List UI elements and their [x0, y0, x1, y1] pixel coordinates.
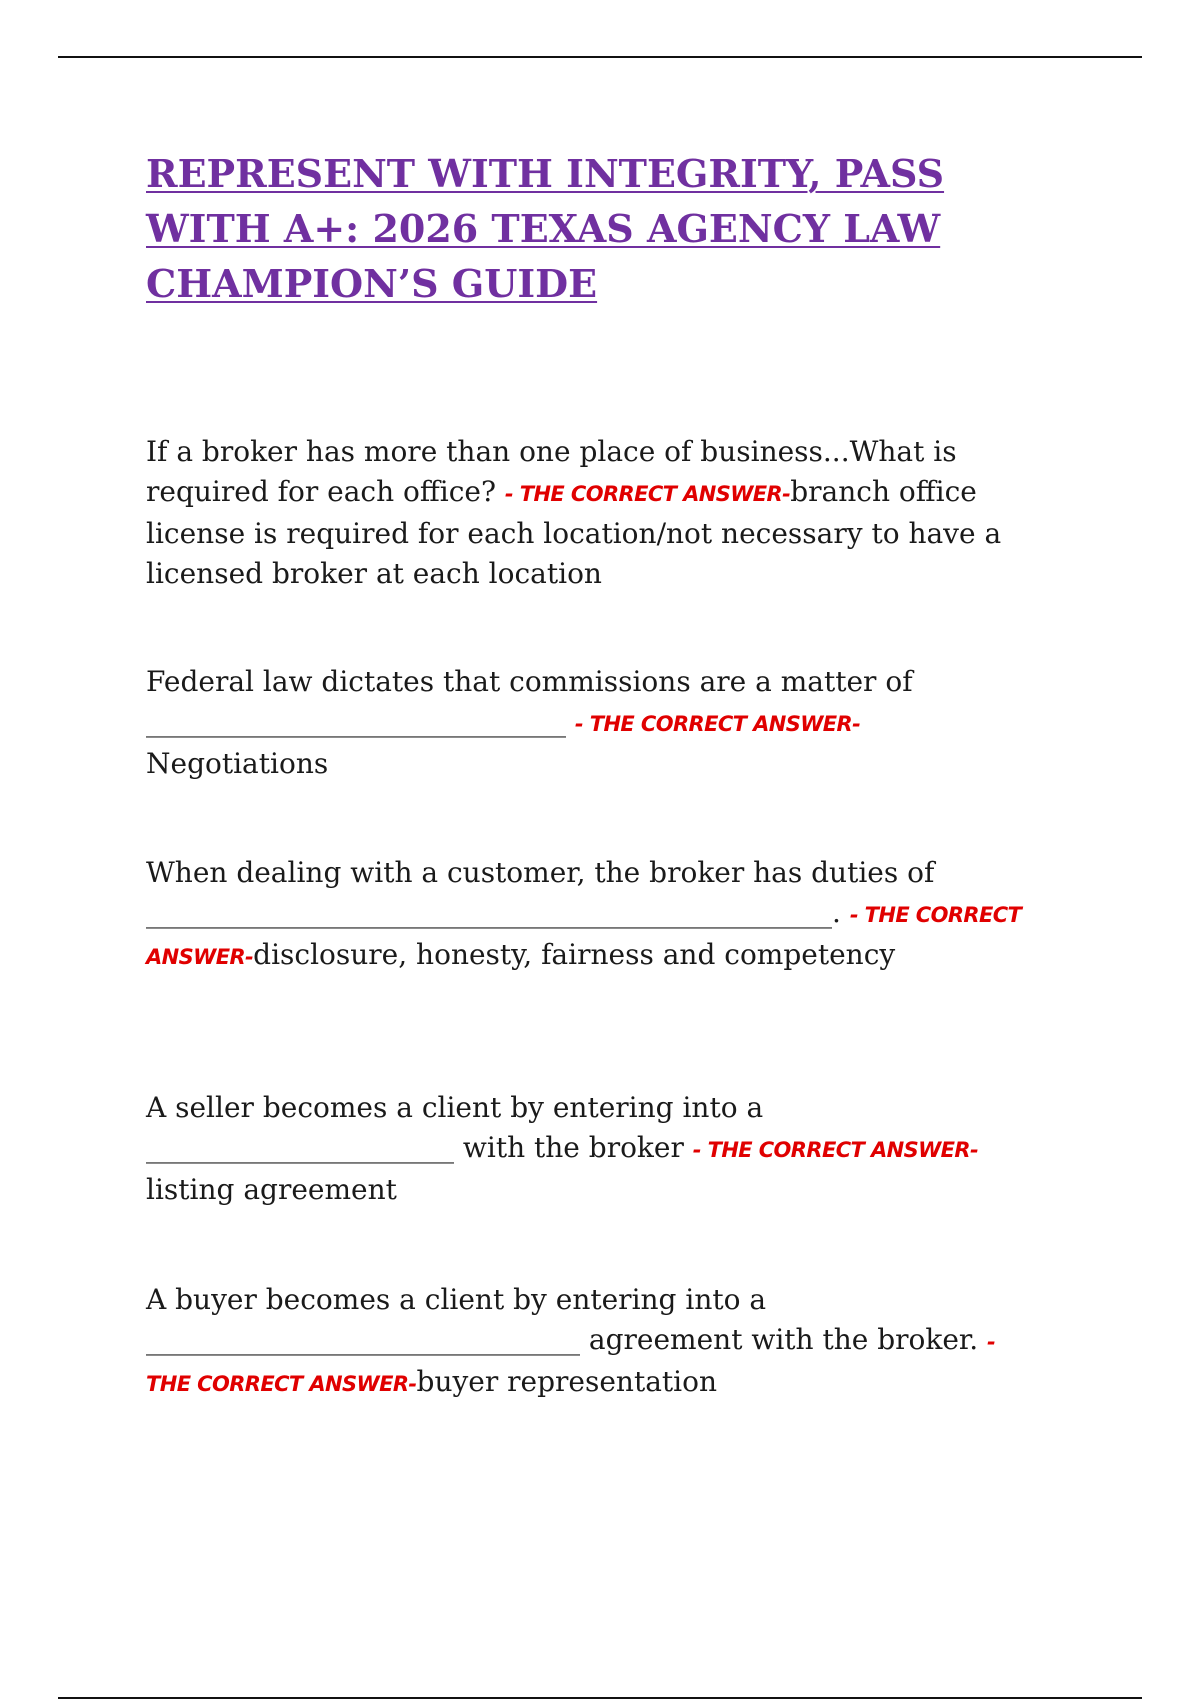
question-text: A seller becomes a client by entering into a ______________________ with the broker	[146, 1091, 764, 1164]
answer-tag: - THE CORRECT ANSWER-	[504, 482, 791, 506]
question-text: If a broker has more than one place of business...What is required for each office?	[146, 435, 957, 508]
question-text: When dealing with a customer, the broker has duties of _________________________________________________.	[146, 856, 935, 929]
answer-tag: - THE CORRECT ANSWER-	[692, 1138, 979, 1162]
answer-text: Negotiations	[146, 747, 329, 780]
qa-item-3	[146, 853, 1046, 977]
document-title: REPRESENT WITH INTEGRITY, PASS WITH A+: 2026 TEXAS AGENCY LAW CHAMPION’S GUIDE	[146, 151, 945, 306]
answer-text: disclosure, honesty, fairness and competency	[253, 938, 896, 971]
top-rule	[58, 56, 1142, 58]
qa-item-5	[146, 1280, 1046, 1404]
answer-text: buyer representation	[416, 1365, 717, 1398]
question-text: A buyer becomes a client by entering into a _______________________________ agreement with the broker.	[146, 1283, 988, 1356]
qa-item-4	[146, 1088, 1046, 1210]
answer-tag: - THE CORRECT ANSWER-	[146, 1330, 996, 1396]
answer-tag: - THE CORRECT ANSWER-	[146, 903, 1022, 969]
answer-text: branch office license is required for each location/not necessary to have a licensed broker at each location	[146, 475, 1002, 590]
bottom-rule	[58, 1697, 1142, 1699]
answer-text: listing agreement	[146, 1173, 397, 1206]
question-text: Federal law dictates that commissions are a matter of ______________________________	[146, 665, 913, 738]
qa-item-1	[146, 432, 1046, 594]
answer-tag: - THE CORRECT ANSWER-	[574, 712, 861, 736]
qa-item-2	[146, 662, 1046, 784]
